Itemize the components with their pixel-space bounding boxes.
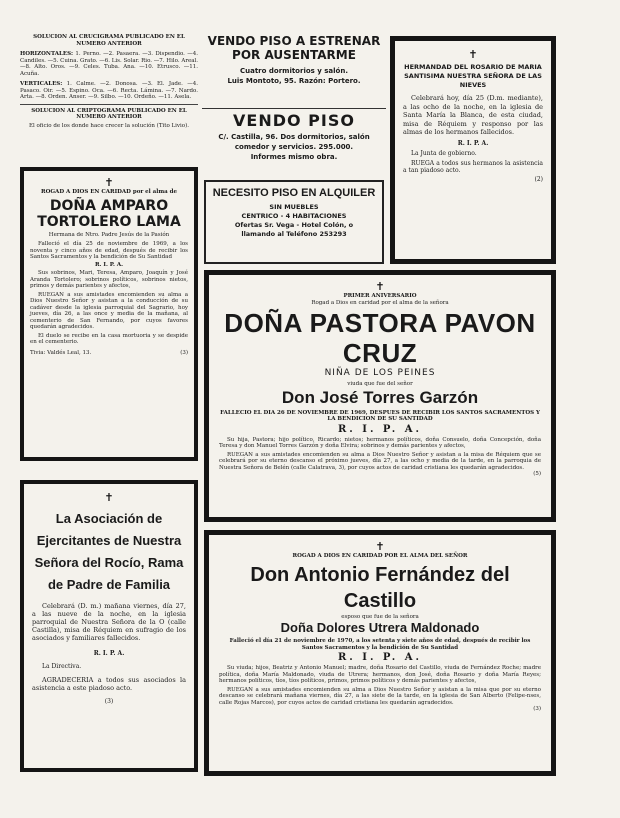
ad-rent-line3: Ofertas Sr. Vega - Hotel Colón, o — [234, 221, 354, 229]
antonio-text1: Su viuda; hijos, Beatriz y Antonio Manuel; madre, doña Rosario del Castillo, viuda de Fernández Roche; madre política, doña María Maldonado, viuda de Utrera; hermanos, don José, doña Rosario y doña María Reyes; hermanos políticos, tíos, tíos políticos, primos, primos políticos y demás parientes y afectos, — [219, 665, 541, 684]
pastora-name: DOÑA PASTORA PAVON CRUZ — [224, 308, 536, 368]
pastora-husband: Don José Torres Garzón — [281, 387, 479, 407]
crossword-title: SOLUCION AL CRUCIGRAMA PUBLICADO EN EL NUMERO ANTERIOR — [33, 34, 185, 47]
ad-sale-line2: Luis Montoto, 95. Razón: Portero. — [227, 77, 361, 85]
cross-icon: ✝ — [104, 491, 114, 504]
amparo-text3: RUEGAN a sus amistades encomienden su alma a Dios Nuestro Señor y asistan a la conducción de su cadáver desde la iglesia parroquial del Sagrario, hoy jueves, día 26, a las once y media de la mañana, al cementerio de San Fernando, por cuyos favores quedarán agradecidos. — [30, 291, 188, 330]
amparo-text1: Falleció el día 25 de noviembre de 1969, a los noventa y cinco años de edad, después de recibir los Santos Sacramentos y la bendición de Su Santidad — [30, 241, 188, 260]
asociacion-directiva: La Directiva. — [42, 663, 82, 670]
asociacion-num: (3) — [104, 698, 114, 705]
ad-sale-castilla — [202, 108, 386, 174]
horiz-text: 1. Perno. —2. Pasaera. —3. Dispendio. —4. Candiles. —5. Cuina. Grato. —6. Lis. Solar. Rio. —7. Hilo. Areal. —8. Alto. Oros. —9. Celes. Tuba. Ana. —10. Etrusco. —11. Acuña. — [20, 51, 198, 77]
ad-sale-title1: VENDO PISO A ESTRENAR — [207, 34, 381, 48]
amparo-addr: Tivia: Valdés Leal, 13. — [30, 349, 92, 356]
amparo-sub: Hermana de Ntro. Padre Jesús de la Pasión — [48, 231, 170, 238]
hermandad-title: HERMANDAD DEL ROSARIO DE MARIA SANTISIMA NUESTRA SEÑORA DE LAS NIEVES — [404, 63, 542, 89]
ad-sale-new — [202, 34, 386, 104]
amparo-name: DOÑA AMPARO TORTOLERO LAMA — [37, 197, 181, 230]
pastora-ripa: R. I. P. A. — [338, 423, 422, 435]
amparo-text4: El duelo se recibe en la casa mortuoria y se despide en el cementerio. — [30, 332, 188, 345]
notice-hermandad — [390, 36, 556, 264]
cryptogram-quote: El oficio de los donde hace crecer la solución (Tito Livio). — [28, 122, 190, 129]
antonio-fallecio: Falleció el día 21 de noviembre de 1970, a los setenta y siete años de edad, después de recibir los Santos Sacramentos y la bendición de Su Santidad — [229, 638, 531, 651]
ad-rent-line1: SIN MUEBLES — [269, 203, 319, 211]
asociacion-text: Celebrará (D. m.) mañana viernes, día 27, a las nueve de la noche, en la iglesia parroquial de Nuestra Señora de la O (calle Castilla), misa de Réquiem en sufragio de los asociados y familiares fallecidos. — [32, 602, 186, 642]
ad-sale2-text: C/. Castilla, 96. Dos dormitorios, salón comedor y servicios. 295.000. — [218, 133, 370, 151]
antonio-num: (3) — [533, 706, 541, 712]
pastora-text1: Su hija, Pastora; hijo político, Ricardo; nietos; hermanos políticos, doña Consuelo, doña Concepción, doña Teresa y don Manuel Torres Garzón y doña Elvira; sobrinos y demás parientes y afectos, — [219, 436, 541, 449]
ad-rent-line2: CENTRICO - 4 HABITACIONES — [241, 212, 347, 220]
cross-icon: ✝ — [375, 540, 385, 553]
hermandad-ruega: RUEGA a todos sus hermanos la asistencia a tan piadoso acto. — [403, 159, 543, 174]
ad-sale-line1: Cuatro dormitorios y salón. — [239, 67, 348, 75]
divider — [20, 104, 198, 105]
pastora-num: (5) — [533, 471, 541, 477]
antonio-ripa: R. I. P. A. — [338, 652, 422, 663]
asociacion-title: La Asociación de Ejercitantes de Nuestra Señora del Rocío, Rama de Padre de Familia — [34, 511, 184, 592]
crossword-solution — [20, 34, 198, 162]
obituary-pastora — [204, 270, 556, 522]
pastora-ruego: Rogad a Dios en caridad por el alma de la señora — [311, 299, 449, 306]
pastora-nick: NIÑA DE LOS PEINES — [324, 368, 436, 378]
antonio-name: Don Antonio Fernández del Castillo — [250, 563, 510, 612]
asociacion-ripa: R. I. P. A. — [93, 650, 125, 657]
ad-sale-title2: POR AUSENTARME — [232, 48, 356, 62]
antonio-wife: Doña Dolores Utrera Maldonado — [280, 620, 480, 635]
amparo-ruego: ROGAD A DIOS EN CARIDAD por el alma de — [41, 189, 177, 195]
antonio-ruego: ROGAD A DIOS EN CARIDAD POR EL ALMA DEL SEÑOR — [292, 553, 468, 559]
amparo-num: (3) — [180, 349, 188, 356]
horiz-label: HORIZONTALES: — [20, 51, 74, 57]
hermandad-num: (2) — [534, 175, 543, 183]
antonio-text2: RUEGAN a sus amistades encomienden su alma a Dios Nuestro Señor y asistan a la misa que por su eterno descanso se celebrará mañana viernes, día 27, a las siete de la tarde, en la iglesia de San Alberto (Felipe-nses, calle Rojas Marcos), por cuyos actos de caridad cristiana les quedarán agradecidos. — [219, 686, 541, 706]
cryptogram-title: SOLUCION AL CRIPTOGRAMA PUBLICADO EN EL NUMERO ANTERIOR — [31, 107, 187, 120]
ad-sale2-info: Informes mismo obra. — [250, 153, 338, 161]
ad-sale2-title: VENDO PISO — [233, 111, 355, 130]
vert-label: VERTICALES: — [20, 81, 63, 87]
ad-rent-title: NECESITO PISO EN ALQUILER — [212, 187, 376, 199]
vert-text: 1. Calme. —2. Donosa. —3. El. Jade. —4. Pasaco. Oir. —5. Espino. Oca. —6. Recta. Lámina. —7. Nardo. Arta. —8. Orden. Anser. —9. Silbo. —10. Ordeño. —11. Asela. — [20, 81, 198, 100]
pastora-viuda: viuda que fue del señor — [347, 381, 413, 387]
obituary-amparo — [20, 167, 198, 461]
hermandad-text: Celebrará hoy, día 25 (D.m. mediante), a las ocho de la noche, en la iglesia de Santa María la Blanca, de esta ciudad, misa de Réquiem y responso por las almas de los hermanos fallecidos. — [403, 94, 543, 136]
antonio-esposo: esposo que fue de la señora — [341, 613, 419, 620]
pastora-anniv: PRIMER ANIVERSARIO — [343, 293, 417, 299]
pastora-fallecio: FALLECIO EL DIA 26 DE NOVIEMBRE DE 1969, DESPUES DE RECIBIR LOS SANTOS SACRAMENTOS Y LA BENDICION DE SU SANTIDAD — [220, 409, 540, 422]
ad-rent-line4: llamando al Teléfono 253293 — [241, 230, 347, 238]
hermandad-ripa: R. I. P. A. — [457, 139, 489, 147]
amparo-ripa: R. I. P. A. — [94, 261, 124, 268]
cross-icon: ✝ — [468, 48, 478, 61]
hermandad-junta: La Junta de gobierno. — [411, 149, 477, 157]
pastora-text2: RUEGAN a sus amistades encomienden su alma a Dios Nuestro Señor y asistan a la misa de Réquiem que se celebrará por su eterno descanso el próximo jueves, día 27, a las ocho y media de la tarde, en la parroquia de Nuestra Señora de Belén (calle Calatrava, 3), por cuyos actos de caridad cristiana les quedarán agradecidos. — [219, 451, 541, 471]
notice-asociacion — [20, 480, 198, 772]
asociacion-agradeceria: AGRADECERIA a todos sus asociados la asistencia a este piadoso acto. — [32, 676, 186, 692]
obituary-antonio — [204, 530, 556, 776]
ad-rent — [204, 180, 384, 264]
cross-icon: ✝ — [104, 176, 114, 189]
amparo-text2: Sus sobrinos, Mari, Teresa, Amparo, Joaquín y José Aranda Tortolero; sobrinos políticos, sobrinos nietos, primos y demás parientes y afectos, — [30, 270, 188, 289]
cross-icon: ✝ — [375, 280, 385, 293]
